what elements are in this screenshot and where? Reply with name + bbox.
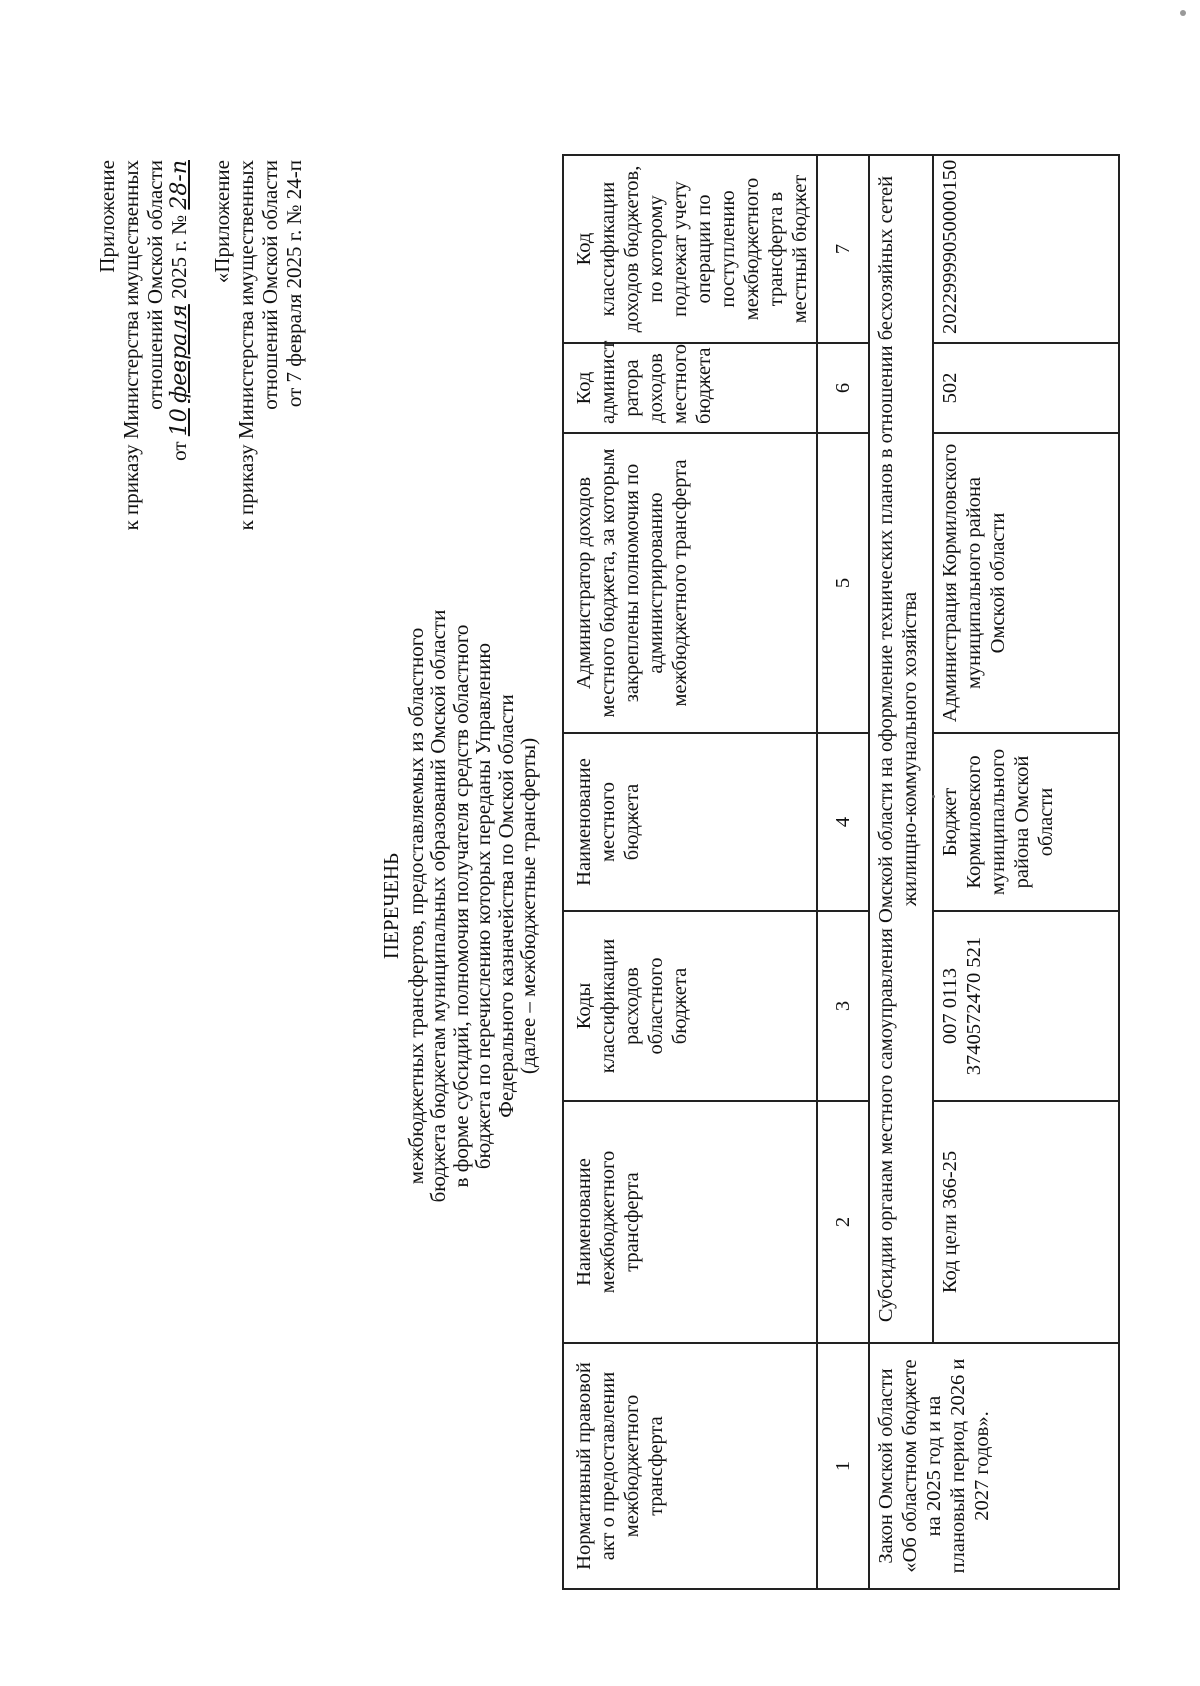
order-ministry-line: к приказу Министерства имущественных [119, 160, 143, 531]
goal-code-cell: Код цели 366-25 [933, 1101, 1119, 1343]
title-line: бюджета по перечислению которых переданы Управлению [471, 642, 495, 1170]
prev-appendix-label: «Приложение [210, 160, 234, 284]
subsidy-name-cell: Субсидии органам местного самоуправления Омской области на оформление технических планов в отношении бесхозяйных сетей жилищно-коммунального хозяйства [869, 155, 933, 1343]
table-header-row [563, 155, 817, 1589]
income-code-cell: 20229999050000150 [933, 155, 1119, 343]
handwritten-month: февраля [167, 304, 192, 403]
title-line: Федерального казначейства по Омской области [493, 694, 518, 1118]
header-transfer-name: Наименование межбюджетного трансферта [563, 1101, 817, 1343]
header-expense-codes: Коды классификации расходов областного бюджета [563, 911, 817, 1101]
column-number: 2 [817, 1101, 869, 1343]
appendix-label: Приложение [95, 160, 119, 273]
transfers-table [562, 154, 1120, 1590]
admin-code-cell: 502 [933, 343, 1119, 433]
date-year: 2025 г. № [167, 214, 191, 299]
table-column-numbers-row [817, 155, 869, 1589]
prev-region-line: отношений Омской области [258, 160, 282, 410]
expense-codes-cell: 007 0113 3740572470 521 [933, 911, 1119, 1101]
handwritten-number: 28-п [167, 160, 192, 210]
order-region-line: отношений Омской области [143, 160, 167, 410]
prev-date-line: от 7 февраля 2025 г. № 24-п [282, 160, 306, 408]
admin-name-cell: Администрация Кормиловского муниципального района Омской области [933, 433, 1119, 733]
handwritten-day: 10 [167, 408, 192, 437]
title-line: (далее – межбюджетные трансферты) [516, 737, 540, 1075]
previous-appendix-header [210, 160, 306, 760]
header-income-code: Код классификации доходов бюджетов, по которому подлежат учету операции по поступлению межбюджетного трансферта в местный бюджет [563, 155, 817, 343]
column-number: 7 [817, 155, 869, 343]
title-heading: ПЕРЕЧЕНЬ [379, 852, 403, 960]
subsidy-row [869, 155, 933, 1589]
title-line: межбюджетных трансфертов, предоставляемых из областного [403, 627, 428, 1185]
header-admin-code: Код админист ратора доходов местного бюджета [563, 343, 817, 433]
appendix-header [95, 160, 192, 760]
prev-ministry-line: к приказу Министерства имущественных [234, 160, 258, 531]
column-number: 1 [817, 1343, 869, 1589]
header-revenue-admin: Администратор доходов местного бюджета, за которым закреплены полномочия по администрированию межбюджетного трансферта [563, 433, 817, 733]
header-legal-act: Нормативный правовой акт о предоставлении межбюджетного трансферта [563, 1343, 817, 1589]
order-date-line [167, 160, 192, 760]
scan-speck [932, 795, 935, 798]
date-prefix: от [167, 441, 191, 461]
column-number: 6 [817, 343, 869, 433]
header-budget-name: Наименование местного бюджета [563, 733, 817, 911]
title-line: бюджета бюджетам муниципальных образований Омской области [426, 609, 450, 1203]
scan-edge-mark [1180, 10, 1186, 16]
column-number: 3 [817, 911, 869, 1101]
column-number: 4 [817, 733, 869, 911]
legal-act-cell: Закон Омской области «Об областном бюджете на 2025 год и на плановый период 2026 и 2027 годов». [869, 1343, 1119, 1589]
budget-name-cell: Бюджет Кормиловского муниципального района Омской области [933, 733, 1119, 911]
document-title [380, 406, 540, 1406]
title-line: в форме субсидий, полномочия получателя средств областного [448, 624, 473, 1188]
column-number: 5 [817, 433, 869, 733]
